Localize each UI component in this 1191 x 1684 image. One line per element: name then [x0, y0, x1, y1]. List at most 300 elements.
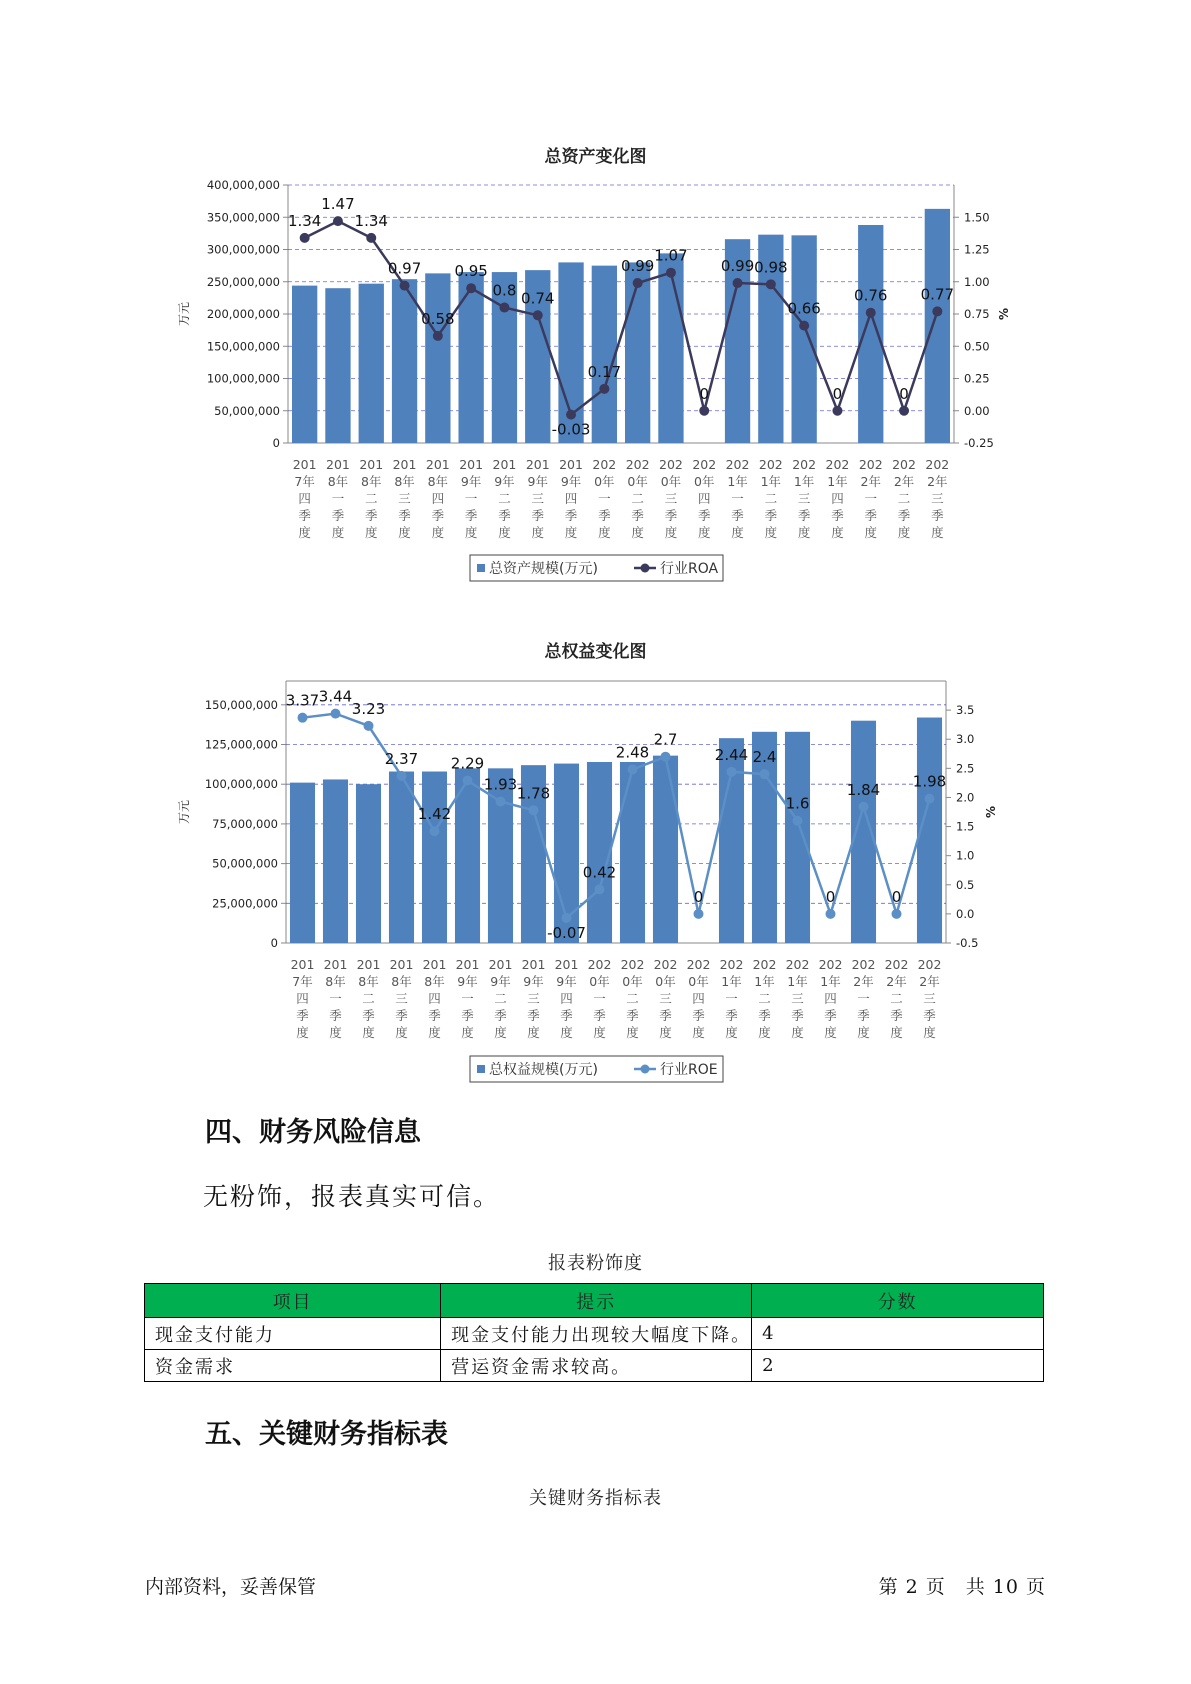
bar: [587, 762, 612, 943]
x-tick-label: 202: [925, 457, 950, 472]
y2-tick-label: -0.5: [956, 936, 979, 950]
data-point: [364, 721, 374, 731]
x-tick-label: 四: [692, 991, 705, 1006]
header-item: 项目: [145, 1284, 441, 1318]
y2-tick-label: 2.0: [956, 790, 975, 805]
data-point: [430, 826, 440, 836]
data-label: 0: [699, 384, 710, 403]
y-tick-label: 300,000,000: [206, 242, 280, 257]
x-tick-label: 季: [531, 508, 545, 523]
data-label: 0: [832, 384, 843, 403]
x-tick-label: 0年: [655, 974, 676, 989]
x-tick-label: 季: [897, 508, 911, 523]
y-tick-label: 125,000,000: [204, 737, 278, 752]
section-heading-key-indicators: 五、关键财务指标表: [205, 1419, 448, 1450]
x-tick-label: 201: [455, 957, 480, 972]
data-point: [366, 233, 376, 243]
data-label: 0.98: [754, 258, 788, 277]
y2-tick-label: 0.0: [956, 906, 975, 921]
x-tick-label: 202: [785, 957, 810, 972]
y2-tick-label: -0.25: [964, 436, 994, 450]
data-label: 0: [825, 887, 836, 906]
data-label: 2.48: [615, 743, 650, 762]
x-tick-label: 季: [593, 1008, 606, 1023]
x-tick-label: 季: [931, 508, 944, 523]
x-tick-label: 度: [498, 525, 511, 540]
y-tick-label: 400,000,000: [206, 178, 280, 192]
x-tick-label: 度: [831, 525, 844, 540]
x-tick-label: 201: [559, 457, 583, 472]
bar: [658, 253, 683, 443]
data-point: [331, 709, 341, 719]
cell-item: 资金需求: [145, 1350, 441, 1382]
x-tick-label: 201: [326, 457, 350, 472]
bar: [422, 772, 447, 943]
data-label: 1.34: [354, 211, 388, 230]
x-tick-label: 度: [864, 525, 878, 540]
bar: [592, 266, 617, 443]
risk-conclusion-text: 无粉饰，报表真实可信。: [203, 1182, 501, 1211]
data-point: [400, 281, 410, 291]
bar: [791, 235, 816, 443]
data-label: 0.97: [387, 259, 422, 278]
x-tick-label: 度: [731, 525, 744, 540]
table-row: [145, 1318, 1044, 1350]
x-tick-label: 度: [593, 1025, 606, 1040]
cell-score: 4: [752, 1318, 1044, 1350]
chart-title-total-equity: 总权益变化图: [544, 642, 647, 662]
x-tick-label: 季: [731, 508, 744, 523]
data-label: 0.17: [587, 362, 622, 381]
table-row: [145, 1350, 1044, 1382]
x-tick-label: 季: [725, 1008, 738, 1023]
x-tick-label: 二: [631, 491, 644, 506]
data-label: 1.78: [516, 784, 551, 803]
x-tick-label: 0年: [627, 474, 648, 489]
data-label: -0.07: [547, 923, 586, 942]
x-tick-label: 度: [564, 525, 578, 540]
x-tick-label: 202: [620, 957, 645, 972]
x-tick-label: 202: [686, 957, 711, 972]
section-heading-financial-risk: 四、财务风险信息: [205, 1117, 421, 1148]
data-label: 1.84: [846, 780, 881, 799]
data-point: [298, 713, 308, 723]
data-point: [826, 909, 836, 919]
x-tick-label: 202: [725, 457, 750, 472]
data-label: -0.03: [551, 420, 591, 439]
x-tick-label: 度: [857, 1025, 870, 1040]
x-tick-label: 9年: [523, 974, 544, 989]
cell-hint: 现金支付能力出现较大幅度下降。: [441, 1318, 752, 1350]
y2-tick-label: 1.50: [964, 210, 990, 225]
data-point: [628, 764, 638, 774]
x-tick-label: 季: [461, 1008, 474, 1023]
x-tick-label: 二: [897, 491, 911, 506]
x-tick-label: 度: [431, 525, 445, 540]
x-tick-label: 202: [659, 457, 683, 472]
y-tick-label: 150,000,000: [206, 339, 280, 354]
x-tick-label: 二: [364, 491, 378, 506]
x-tick-label: 三: [931, 491, 944, 506]
x-tick-label: 202: [858, 457, 883, 472]
x-tick-label: 201: [554, 957, 579, 972]
data-point: [727, 767, 737, 777]
x-tick-label: 202: [792, 457, 817, 472]
x-tick-label: 9年: [560, 474, 582, 489]
x-tick-label: 度: [659, 1025, 672, 1040]
data-point: [760, 769, 770, 779]
data-label: 0.77: [920, 285, 955, 304]
x-tick-label: 季: [527, 1008, 540, 1023]
x-tick-label: 0年: [622, 974, 643, 989]
data-label: 2.29: [450, 754, 485, 773]
x-tick-label: 度: [527, 1025, 540, 1040]
x-tick-label: 201: [392, 457, 417, 472]
y-tick-label: 200,000,000: [206, 307, 280, 321]
x-tick-label: 三: [531, 491, 545, 506]
table-caption-whitewash: 报表粉饰度: [548, 1253, 643, 1274]
x-tick-label: 四: [296, 991, 309, 1006]
x-tick-label: 9年: [490, 974, 511, 989]
x-tick-label: 9年: [556, 974, 577, 989]
x-tick-label: 季: [824, 1008, 837, 1023]
x-tick-label: 202: [892, 457, 916, 472]
data-point: [333, 216, 343, 226]
data-point: [562, 913, 572, 923]
y2-tick-label: 0.00: [964, 403, 990, 418]
x-tick-label: 四: [431, 491, 445, 506]
x-tick-label: 季: [364, 508, 378, 523]
x-tick-label: 201: [389, 957, 414, 972]
x-tick-label: 度: [692, 1025, 705, 1040]
footer-confidential: 内部资料，妥善保管: [145, 1576, 317, 1598]
legend-label-line: 行业ROE: [660, 1062, 718, 1078]
x-tick-label: 202: [917, 957, 942, 972]
data-point: [766, 279, 776, 289]
y-tick-label: 0: [272, 436, 280, 450]
data-label: 1.6: [785, 794, 810, 813]
x-tick-label: 度: [398, 525, 411, 540]
legend-swatch-marker: [641, 564, 650, 573]
x-tick-label: 201: [292, 457, 317, 472]
data-label: 0.74: [521, 289, 555, 308]
data-label: 1.47: [321, 195, 355, 214]
x-tick-label: 四: [697, 491, 711, 506]
data-label: 1.07: [654, 246, 688, 265]
x-tick-label: 度: [329, 1025, 342, 1040]
x-tick-label: 度: [897, 525, 911, 540]
data-point: [633, 278, 643, 288]
x-tick-label: 8年: [325, 974, 346, 989]
data-point: [699, 406, 709, 416]
y2-tick-label: 0.50: [964, 339, 990, 354]
y2-tick-label: 1.25: [964, 242, 990, 257]
x-tick-label: 201: [422, 957, 447, 972]
data-point: [496, 797, 506, 807]
data-label: 3.44: [318, 687, 353, 706]
data-label: 2.44: [714, 745, 749, 764]
x-tick-label: 201: [459, 457, 484, 472]
x-tick-label: 度: [395, 1025, 408, 1040]
x-tick-label: 201: [521, 957, 546, 972]
x-tick-label: 季: [890, 1008, 903, 1023]
x-tick-label: 8年: [327, 474, 349, 489]
x-tick-label: 季: [631, 508, 644, 523]
data-point: [463, 776, 473, 786]
data-point: [859, 802, 869, 812]
bar: [290, 783, 315, 943]
x-tick-label: 202: [653, 957, 678, 972]
data-label: 0.99: [720, 257, 755, 276]
x-tick-label: 三: [797, 491, 811, 506]
y-axis-title: 万元: [177, 301, 191, 327]
x-tick-label: 2年: [853, 974, 874, 989]
legend-swatch-marker: [641, 1065, 650, 1074]
x-tick-label: 一: [598, 491, 611, 506]
data-point: [529, 805, 539, 815]
x-tick-label: 度: [298, 525, 311, 540]
bar: [458, 272, 483, 443]
x-tick-label: 1年: [760, 474, 782, 489]
x-tick-label: 2年: [893, 474, 915, 489]
x-tick-label: 9年: [494, 474, 515, 489]
x-tick-label: 8年: [361, 474, 382, 489]
x-tick-label: 三: [398, 491, 411, 506]
x-tick-label: 三: [659, 991, 672, 1006]
x-tick-label: 四: [428, 991, 441, 1006]
x-tick-label: 三: [664, 491, 678, 506]
footer-page-number: 第 2 页 共 10 页: [878, 1576, 1046, 1598]
x-tick-label: 季: [560, 1008, 573, 1023]
y-tick-label: 0: [270, 936, 278, 950]
y-tick-label: 50,000,000: [212, 856, 278, 871]
x-tick-label: 1年: [827, 474, 848, 489]
x-tick-label: 度: [697, 525, 711, 540]
x-tick-label: 202: [825, 457, 850, 472]
x-tick-label: 201: [488, 957, 513, 972]
x-tick-label: 季: [296, 1008, 309, 1023]
x-tick-label: 一: [731, 491, 744, 506]
x-tick-label: 度: [362, 1025, 375, 1040]
x-tick-label: 季: [764, 508, 778, 523]
x-tick-label: 季: [498, 508, 511, 523]
data-point: [499, 303, 509, 313]
x-tick-label: 1年: [787, 974, 808, 989]
x-tick-label: 度: [464, 525, 478, 540]
x-tick-label: 202: [752, 957, 777, 972]
x-tick-label: 202: [719, 957, 744, 972]
total-equity-chart: [0, 665, 1191, 1085]
data-point: [899, 406, 909, 416]
x-tick-label: 三: [395, 991, 408, 1006]
x-tick-label: 季: [831, 508, 844, 523]
bar: [785, 732, 810, 943]
data-point: [433, 331, 443, 341]
x-tick-label: 季: [697, 508, 711, 523]
x-tick-label: 度: [331, 525, 345, 540]
bar: [653, 756, 678, 943]
y2-tick-label: 1.5: [956, 819, 975, 834]
y-tick-label: 150,000,000: [204, 697, 278, 712]
x-tick-label: 1年: [754, 974, 775, 989]
x-tick-label: 季: [428, 1008, 441, 1023]
x-tick-label: 8年: [391, 974, 412, 989]
x-tick-label: 一: [461, 991, 474, 1006]
data-label: 0.66: [787, 299, 821, 318]
x-tick-label: 度: [791, 1025, 804, 1040]
x-tick-label: 季: [464, 508, 478, 523]
x-tick-label: 8年: [358, 974, 379, 989]
x-tick-label: 9年: [460, 474, 482, 489]
x-tick-label: 一: [725, 991, 738, 1006]
x-tick-label: 度: [598, 525, 611, 540]
x-tick-label: 季: [797, 508, 811, 523]
x-tick-label: 度: [296, 1025, 309, 1040]
x-tick-label: 8年: [424, 974, 445, 989]
x-tick-label: 0年: [694, 474, 715, 489]
x-tick-label: 度: [664, 525, 678, 540]
y2-tick-label: 3.5: [956, 703, 975, 718]
x-tick-label: 202: [625, 457, 650, 472]
x-tick-label: 四: [560, 991, 573, 1006]
x-tick-label: 度: [764, 525, 778, 540]
data-label: 0.95: [454, 262, 488, 281]
x-tick-label: 季: [331, 508, 345, 523]
x-tick-label: 202: [884, 957, 909, 972]
x-tick-label: 二: [764, 491, 778, 506]
y-tick-label: 350,000,000: [206, 210, 280, 225]
x-tick-label: 8年: [394, 474, 415, 489]
data-point: [799, 321, 809, 331]
y-tick-label: 25,000,000: [212, 896, 278, 911]
data-label: 0: [693, 887, 704, 906]
x-tick-label: 一: [593, 991, 606, 1006]
x-tick-label: 季: [329, 1008, 342, 1023]
x-tick-label: 202: [758, 457, 783, 472]
chart-title-total-assets: 总资产变化图: [544, 147, 647, 167]
data-point: [793, 816, 803, 826]
x-tick-label: 季: [398, 508, 411, 523]
x-tick-label: 9年: [527, 474, 548, 489]
x-tick-label: 四: [831, 491, 844, 506]
x-tick-label: 一: [331, 491, 345, 506]
x-tick-label: 季: [864, 508, 878, 523]
y-tick-label: 100,000,000: [206, 371, 280, 386]
y2-tick-label: 2.5: [956, 761, 975, 776]
x-tick-label: 度: [626, 1025, 639, 1040]
x-tick-label: 1年: [721, 974, 742, 989]
y2-axis-title: %: [997, 307, 1011, 321]
x-tick-label: 202: [592, 457, 617, 472]
data-point: [925, 794, 935, 804]
header-hint: 提示: [441, 1284, 752, 1318]
whitewash-table: [144, 1283, 1044, 1382]
x-tick-label: 季: [494, 1008, 507, 1023]
bar: [325, 288, 350, 443]
x-tick-label: 度: [890, 1025, 903, 1040]
x-tick-label: 季: [923, 1008, 936, 1023]
x-tick-label: 四: [298, 491, 311, 506]
x-tick-label: 一: [464, 491, 478, 506]
table-header-row: [145, 1284, 1044, 1318]
y-tick-label: 250,000,000: [206, 274, 280, 289]
y-axis-title: 万元: [177, 799, 191, 825]
cell-hint: 营运资金需求较高。: [441, 1350, 752, 1382]
x-tick-label: 0年: [589, 974, 610, 989]
y2-tick-label: 1.00: [964, 274, 990, 289]
x-tick-label: 1年: [727, 474, 748, 489]
x-tick-label: 202: [587, 957, 612, 972]
data-point: [566, 410, 576, 420]
data-label: 0: [891, 887, 902, 906]
x-tick-label: 一: [329, 991, 342, 1006]
x-tick-label: 一: [864, 491, 878, 506]
x-tick-label: 二: [758, 991, 771, 1006]
x-tick-label: 季: [791, 1008, 804, 1023]
x-tick-label: 四: [824, 991, 837, 1006]
x-tick-label: 201: [425, 457, 450, 472]
x-tick-label: 三: [791, 991, 804, 1006]
x-tick-label: 度: [560, 1025, 573, 1040]
x-tick-label: 二: [498, 491, 511, 506]
table-caption-key-indicators: 关键财务指标表: [529, 1488, 662, 1509]
x-tick-label: 201: [359, 457, 384, 472]
data-label: 1.34: [287, 211, 322, 230]
x-tick-label: 度: [428, 1025, 441, 1040]
x-tick-label: 度: [494, 1025, 507, 1040]
data-point: [661, 752, 671, 762]
legend-swatch-bar: [477, 1065, 485, 1073]
data-label: 0.42: [582, 863, 617, 882]
x-tick-label: 季: [758, 1008, 771, 1023]
y2-tick-label: 1.0: [956, 848, 975, 863]
cell-score: 2: [752, 1350, 1044, 1382]
x-tick-label: 2年: [860, 474, 881, 489]
bar: [925, 209, 950, 443]
x-tick-label: 2年: [919, 974, 940, 989]
x-tick-label: 季: [298, 508, 311, 523]
x-tick-label: 季: [659, 1008, 672, 1023]
data-label: 3.37: [285, 691, 320, 710]
legend-label-bar: 总权益规模(万元): [489, 1062, 598, 1078]
x-tick-label: 度: [923, 1025, 936, 1040]
x-tick-label: 二: [890, 991, 903, 1006]
data-label: 0.58: [421, 309, 455, 328]
x-tick-label: 季: [664, 508, 678, 523]
x-tick-label: 季: [598, 508, 611, 523]
legend-label-bar: 总资产规模(万元): [489, 561, 598, 577]
x-tick-label: 二: [362, 991, 375, 1006]
data-point: [397, 771, 407, 781]
data-label: 0.8: [492, 281, 517, 300]
x-tick-label: 三: [923, 991, 936, 1006]
data-point: [533, 310, 543, 320]
data-label: 2.4: [752, 748, 777, 767]
x-tick-label: 201: [323, 957, 348, 972]
data-point: [733, 278, 743, 288]
data-point: [694, 909, 704, 919]
data-label: 0.99: [620, 257, 655, 276]
data-label: 2.7: [653, 730, 678, 749]
x-tick-label: 一: [857, 991, 870, 1006]
x-tick-label: 度: [364, 525, 378, 540]
legend-swatch-bar: [477, 564, 485, 572]
data-point: [666, 268, 676, 278]
bar: [323, 779, 348, 943]
x-tick-label: 度: [631, 525, 644, 540]
data-label: 3.23: [351, 699, 386, 718]
y2-tick-label: 0.75: [964, 307, 990, 321]
